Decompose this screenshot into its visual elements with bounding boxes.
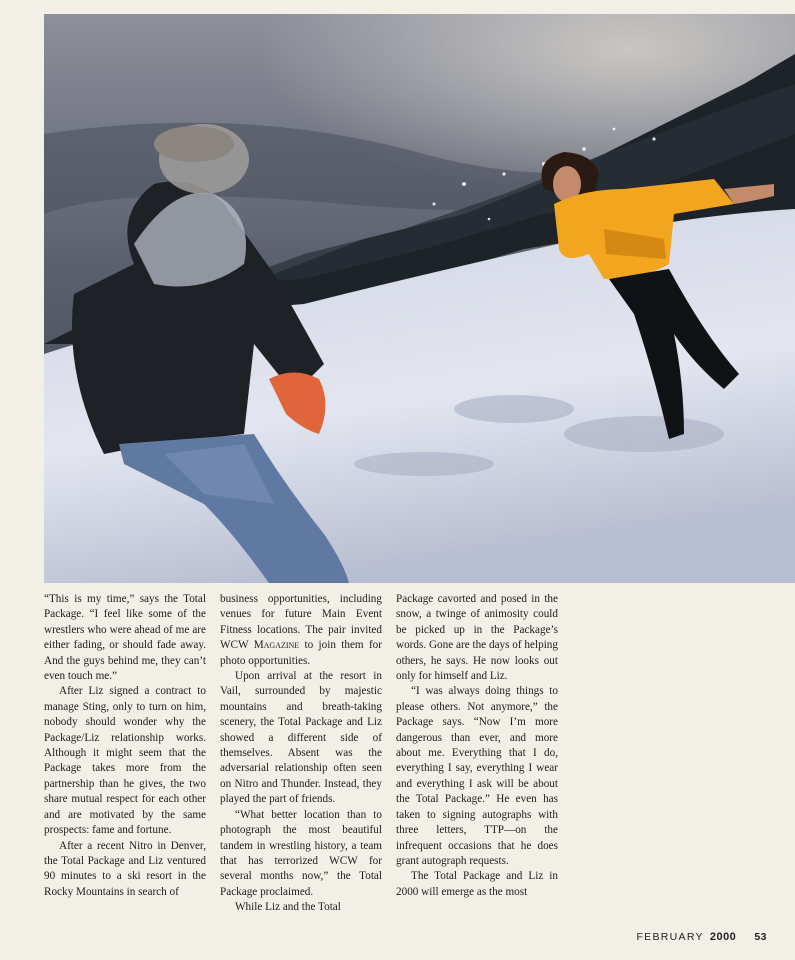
footer-year: 2000	[709, 931, 737, 943]
paragraph: Package cavorted and posed in the snow, a twinge of animosity could be picked up in the Package’s words. Gone are the days of helping others, he says. He now looks out only for himself and Liz.	[396, 593, 558, 683]
paragraph: Upon arrival at the resort in Vail, surrounded by majestic mountains and breath-taking scenery, the Total Package and Liz showed a different side of themselves. Absent was the adversarial relationship often seen on Nitro and Thunder. Instead, they played the part of friends.	[220, 670, 382, 806]
footer-month: FEBRUARY	[636, 931, 704, 943]
page-footer	[636, 931, 767, 943]
article-column-3	[396, 592, 558, 900]
paragraph: The Total Package and Liz in 2000 will emerge as the most	[396, 870, 558, 898]
paragraph: While Liz and the Total	[235, 901, 341, 914]
paragraph: “This is my time,” says the Total Package. “I feel like some of the wrestlers who were ahead of me are either fading, or should fade away. And the guys behind me, they can’t even touch me.”	[44, 593, 206, 683]
paragraph: “I was always doing things to please others. Not anymore,” the Package says. “Now I’m more dangerous than ever, and more about me. Everything that I do, everything I say, everything I wear and everything I ask will be about the Total Package.” He even has taken to signing autographs with three letters, TTP—on the infrequent occasions that he does grant autograph requests.	[396, 685, 558, 867]
text-run: to join them for photo opportunities.	[220, 639, 382, 667]
article-column-2	[220, 592, 382, 916]
page-number: 53	[754, 931, 767, 943]
paragraph	[220, 592, 382, 669]
paragraph: “What better location than to photograph the most beautiful tandem in wrestling history, a team that has terrorized WCW for several months now,” the Total Package proclaimed.	[220, 808, 382, 898]
paragraph: After a recent Nitro in Denver, the Total Package and Liz ventured 90 minutes to a ski resort in the Rocky Mountains in search of	[44, 839, 206, 898]
text-run: business opportunities, including venues for future Main Event Fitness locations. The pair invited WCW	[220, 593, 382, 652]
magazine-name: Magazine	[253, 639, 300, 652]
article-column-1	[44, 592, 206, 900]
article-photo	[44, 14, 795, 583]
paragraph: After Liz signed a contract to manage Sting, only to turn on him, nobody should wonder why the Package/Liz relationship works. Although it might seem that the Package takes more from the partnership than he gives, the two share mutual respect for each other and are motivated by the same prospects: fame and fortune.	[44, 685, 206, 837]
